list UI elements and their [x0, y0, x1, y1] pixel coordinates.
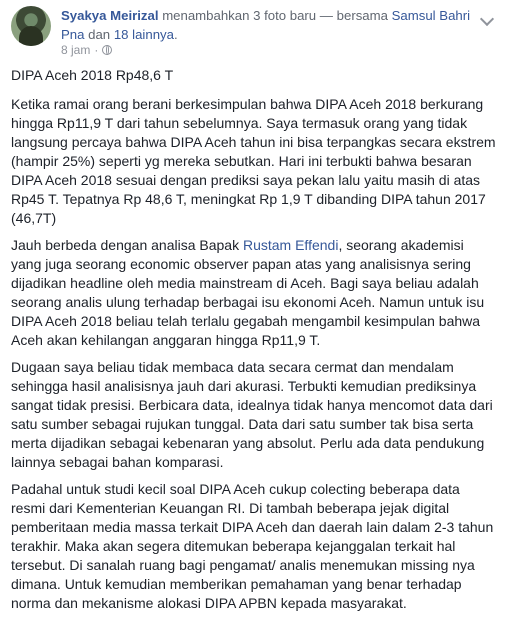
post-time[interactable]: 8 jam: [61, 43, 91, 57]
mention-link[interactable]: Rustam Effendi: [242, 237, 339, 253]
avatar[interactable]: [11, 6, 51, 46]
paragraph-2-text-b: , seorang akademisi yang juga seorang economic observer papan atas yang analisisnya sering dijadikan headline oleh media mainstream di Aceh. Bagi saya beliau adalah seorang analis ulung terhadap berbagai isu ekonomi Aceh. Namun untuk isu DIPA Aceh 2018 beliau telah terlalu gegabah mengambil kesimpulan bahwa Aceh akan kehilangan anggaran hingga Rp11,9 T.: [11, 237, 485, 348]
post-paragraph-2: [11, 236, 497, 350]
post-meta: [61, 43, 112, 57]
globe-icon[interactable]: [102, 45, 112, 55]
conjunction-text: dan: [88, 27, 111, 42]
post-paragraph-4: Padahal untuk studi kecil soal DIPA Aceh cukup colecting beberapa data resmi dari Kementerian Keuangan RI. Di tambah beberapa jejak digital pemberitaan media massa terkait DIPA Aceh dan daerah lain dalam 2-3 tahun terakhir. Maka akan segera ditemukan beberapa kejanggalan terkait hal tersebut. Di sanalah ruang bagi pengamat/ analis menemukan missing nya dimana. Untuk kemudian memberikan pemahaman yang benar terhadap norma dan mekanisme alokasi DIPA APBN kepada masyarakat.: [11, 481, 494, 611]
meta-separator: ·: [94, 43, 99, 57]
post-header: [61, 6, 471, 44]
tagged-friend[interactable]: Samsul Bahri Pna: [61, 8, 471, 42]
tagged-others[interactable]: 18 lainnya: [113, 27, 174, 42]
post-paragraph-1: Ketika ramai orang berani berkesimpulan bahwa DIPA Aceh 2018 berkurang hingga Rp11,9 T dari tahun sebelumnya. Saya termasuk orang yang tidak langsung percaya bahwa DIPA Aceh tahun ini bisa terpangkas secara ekstrem (hampir 25%) seperti yg mereka sebutkan. Hari ini terbukti bahwa besaran DIPA Aceh 2018 sesuai dengan prediksi saya pekan lalu yaitu masih di atas Rp45 T. Tepatnya Rp 48,6 T, meningkat Rp 1,9 T dibanding DIPA tahun 2017 (46,7T): [11, 96, 496, 226]
author-name[interactable]: Syakya Meirizal: [61, 8, 159, 23]
chevron-down-icon[interactable]: [480, 12, 494, 26]
paragraph-2-text-a: Jauh berbeda dengan analisa Bapak: [11, 237, 243, 253]
post-title: DIPA Aceh 2018 Rp48,6 T: [11, 67, 174, 83]
post-action-text: menambahkan 3 foto baru — bersama: [162, 8, 388, 23]
header-end: .: [173, 27, 178, 42]
post-content: [11, 66, 497, 621]
post-paragraph-3: Dugaan saya beliau tidak membaca data secara cermat dan mendalam sehingga hasil analisisnya jauh dari akurasi. Terbukti kemudian prediksinya sangat tidak presisi. Berbicara data, idealnya tidak hanya mencomot data dari satu sumber sebagai rujukan tunggal. Data dari satu sumber tak bisa serta merta dijadikan sebagai kebenaran yang absolut. Perlu ada data pendukung lainnya sebagai bahan komparasi.: [11, 359, 493, 470]
